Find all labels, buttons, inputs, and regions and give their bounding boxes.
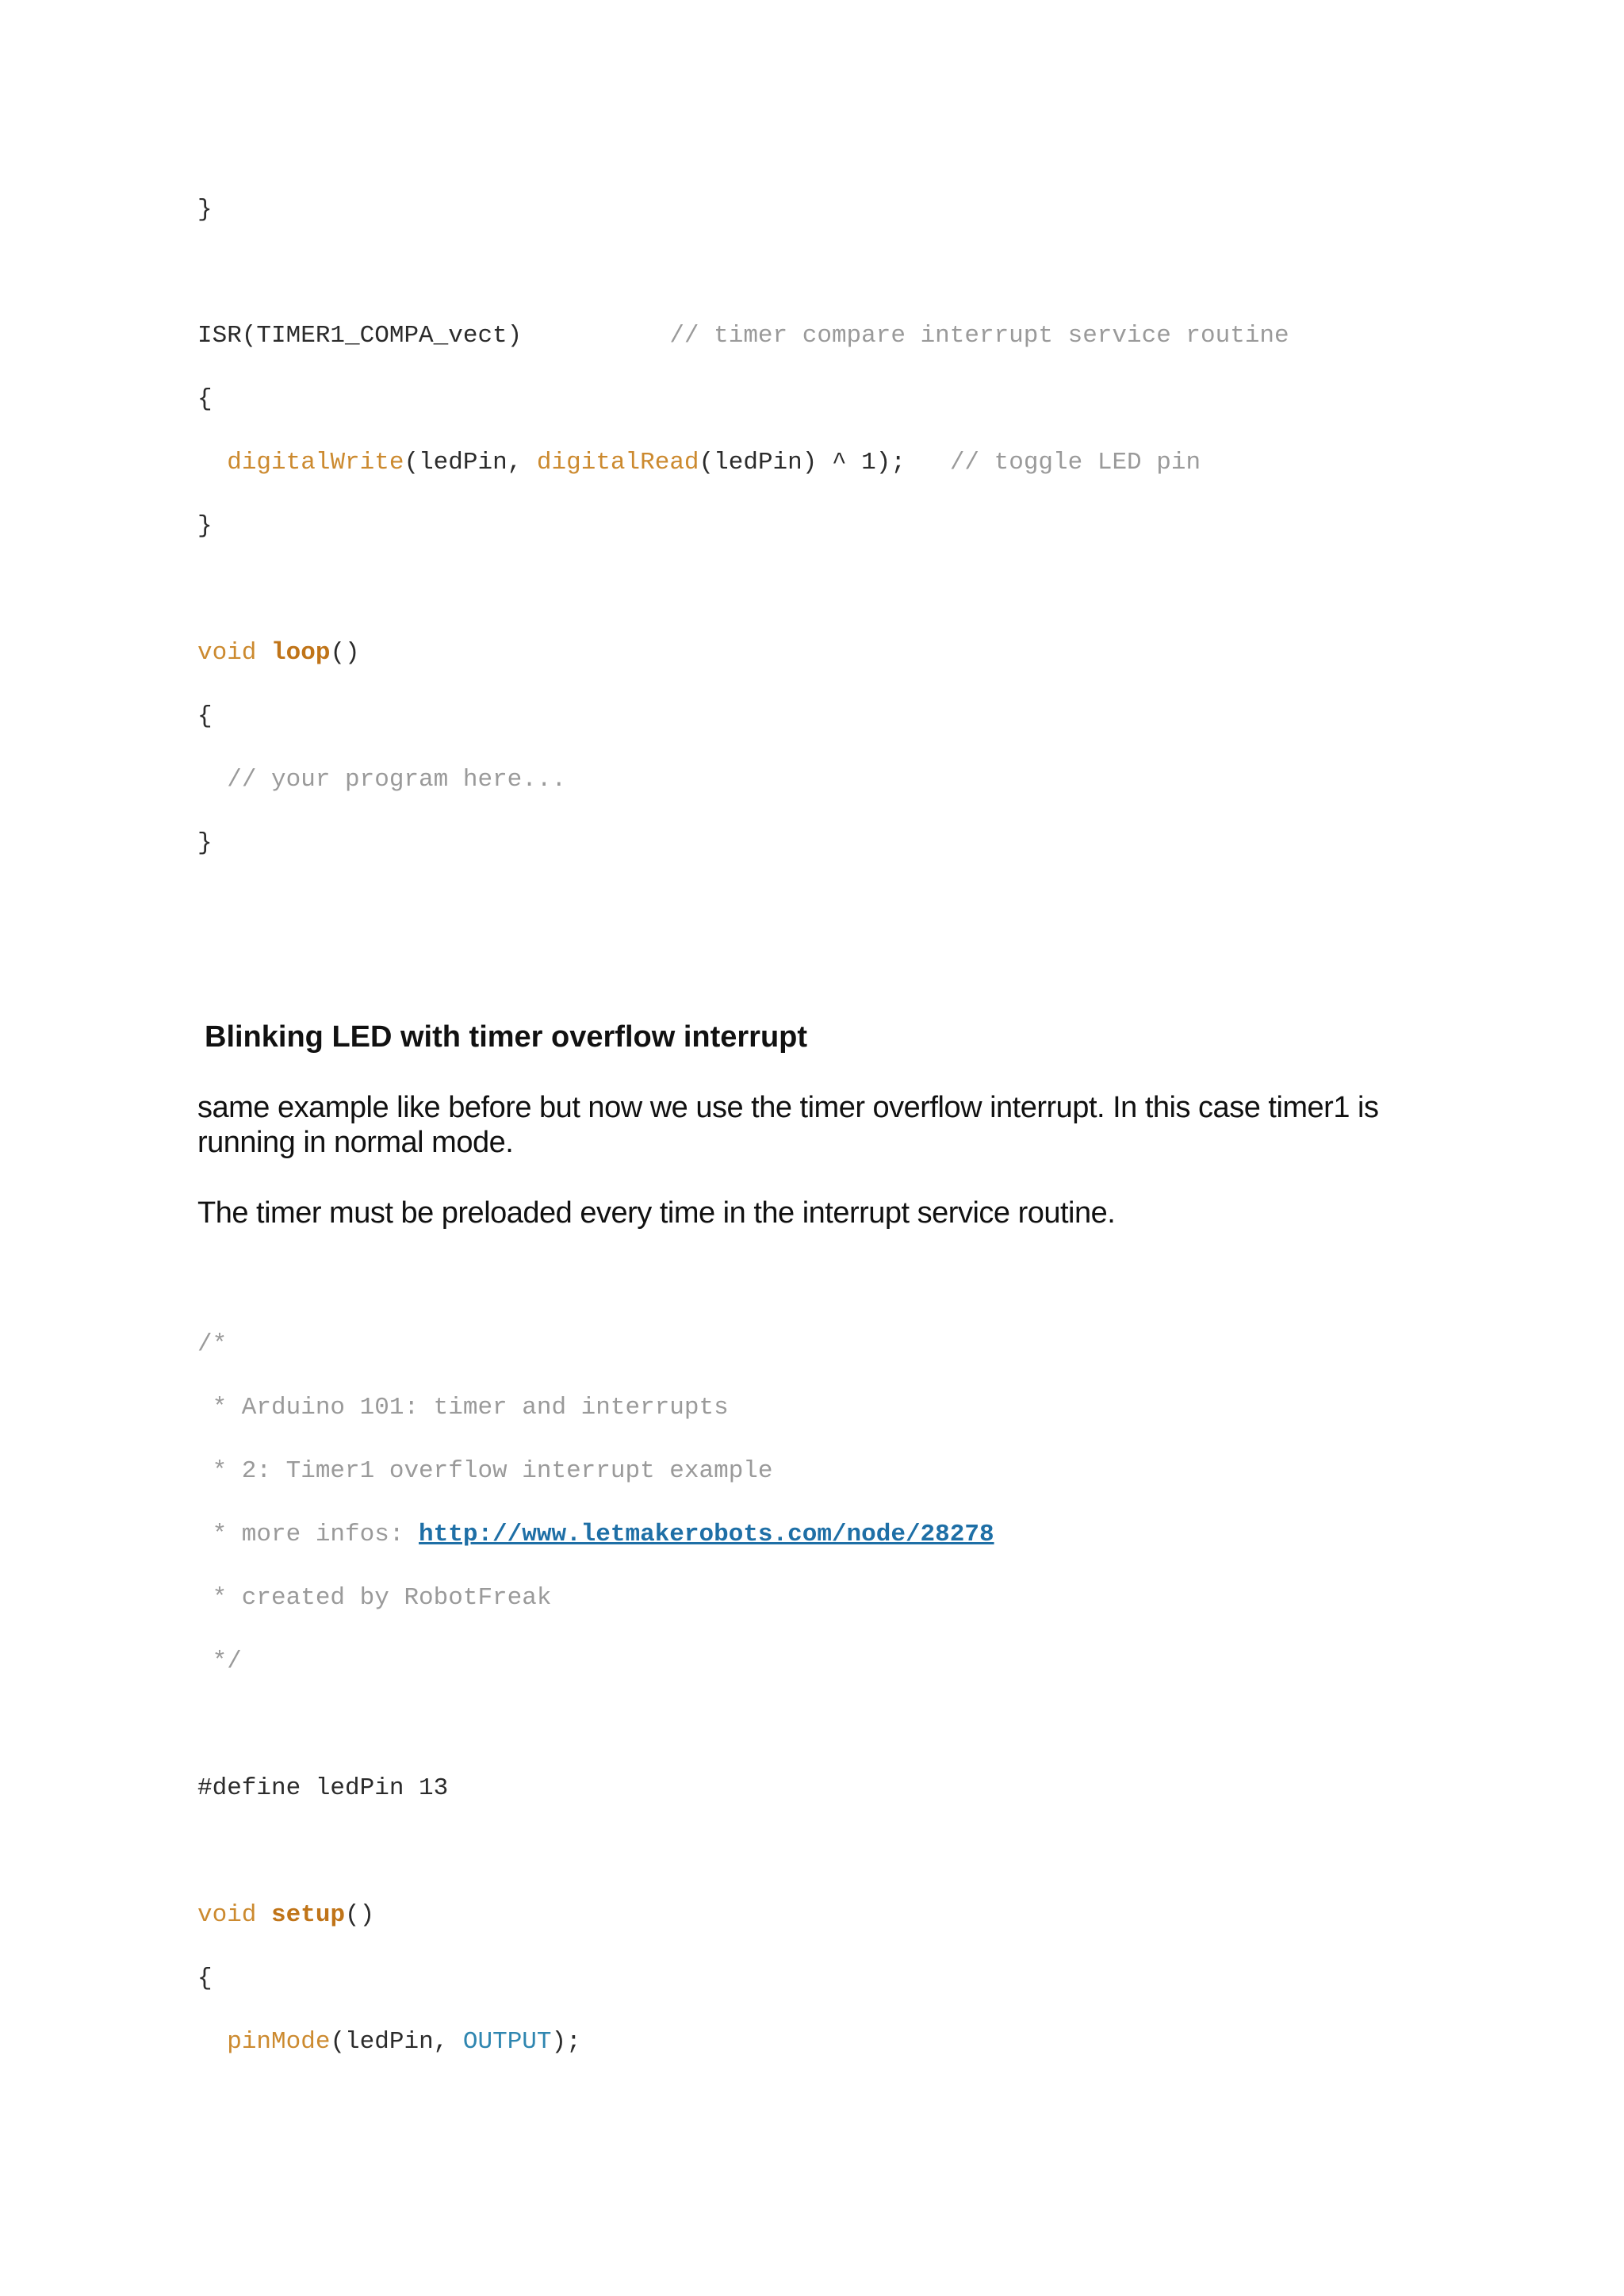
- code-line-close-brace: [197, 511, 213, 542]
- code-line-open-brace: [197, 701, 213, 733]
- code-text: {: [197, 702, 213, 730]
- code-line-define: [197, 1773, 448, 1804]
- code-line-comment-infos: [197, 1519, 994, 1551]
- code-text: }: [197, 512, 213, 540]
- code-text: * 2: Timer1 overflow interrupt example: [197, 1457, 773, 1485]
- code-line-open-brace: [197, 384, 213, 415]
- code-text: {: [197, 385, 213, 413]
- isr-signature: ISR(TIMER1_COMPA_vect): [197, 322, 523, 350]
- code-line-close-brace: [197, 194, 213, 226]
- digitalread-function: digitalRead: [536, 449, 699, 476]
- code-text: (ledPin,: [404, 449, 537, 476]
- code-text: (): [345, 1901, 375, 1929]
- code-line-comment: [197, 764, 566, 796]
- code-text: (): [330, 639, 360, 667]
- program-comment: // your program here...: [227, 766, 567, 794]
- output-constant: OUTPUT: [462, 2028, 552, 2056]
- pinmode-function: pinMode: [227, 2028, 331, 2056]
- code-text: }: [197, 829, 213, 857]
- code-text: );: [551, 2028, 581, 2056]
- code-text: * created by RobotFreak: [197, 1584, 552, 1612]
- code-line-void-setup: [197, 1900, 374, 1931]
- void-keyword: void: [197, 639, 257, 667]
- section-heading: Blinking LED with timer overflow interrupt: [205, 1020, 808, 1054]
- code-line-comment-open: [197, 1329, 227, 1360]
- code-text: }: [197, 196, 213, 224]
- code-line-comment-close: [197, 1646, 242, 1678]
- setup-function: setup: [271, 1901, 346, 1929]
- code-line-open-brace: [197, 1963, 213, 1995]
- digitalwrite-function: digitalWrite: [227, 449, 404, 476]
- code-line-comment-title: [197, 1392, 729, 1424]
- code-text: /*: [197, 1330, 228, 1358]
- void-keyword: void: [197, 1901, 257, 1929]
- paragraph-intro: same example like before but now we use the timer overflow interrupt. In this case timer1 is running in normal mode.: [197, 1091, 1379, 1159]
- toggle-comment: // toggle LED pin: [949, 449, 1201, 476]
- code-line-comment-author: [197, 1582, 551, 1614]
- code-line-digitalwrite: [197, 447, 1201, 479]
- paragraph-preload: The timer must be preloaded every time in the interrupt service routine.: [197, 1196, 1116, 1230]
- code-line-pinmode: [197, 2026, 581, 2058]
- code-line-void-loop: [197, 637, 360, 669]
- code-text: * Arduino 101: timer and interrupts: [197, 1394, 729, 1422]
- code-line-isr-declaration: [197, 320, 1289, 352]
- loop-function: loop: [271, 639, 331, 667]
- isr-comment: // timer compare interrupt service routine: [669, 322, 1289, 350]
- more-infos-link[interactable]: http://www.letmakerobots.com/node/28278: [419, 1521, 994, 1548]
- code-line-comment-example: [197, 1456, 773, 1487]
- code-text: {: [197, 1965, 213, 1992]
- define-directive: #define ledPin 13: [197, 1774, 449, 1802]
- code-text: */: [197, 1647, 242, 1675]
- code-text: * more infos:: [197, 1521, 419, 1548]
- code-text: (ledPin,: [330, 2028, 463, 2056]
- code-line-close-brace: [197, 828, 213, 859]
- code-text: (ledPin) ^ 1);: [699, 449, 906, 476]
